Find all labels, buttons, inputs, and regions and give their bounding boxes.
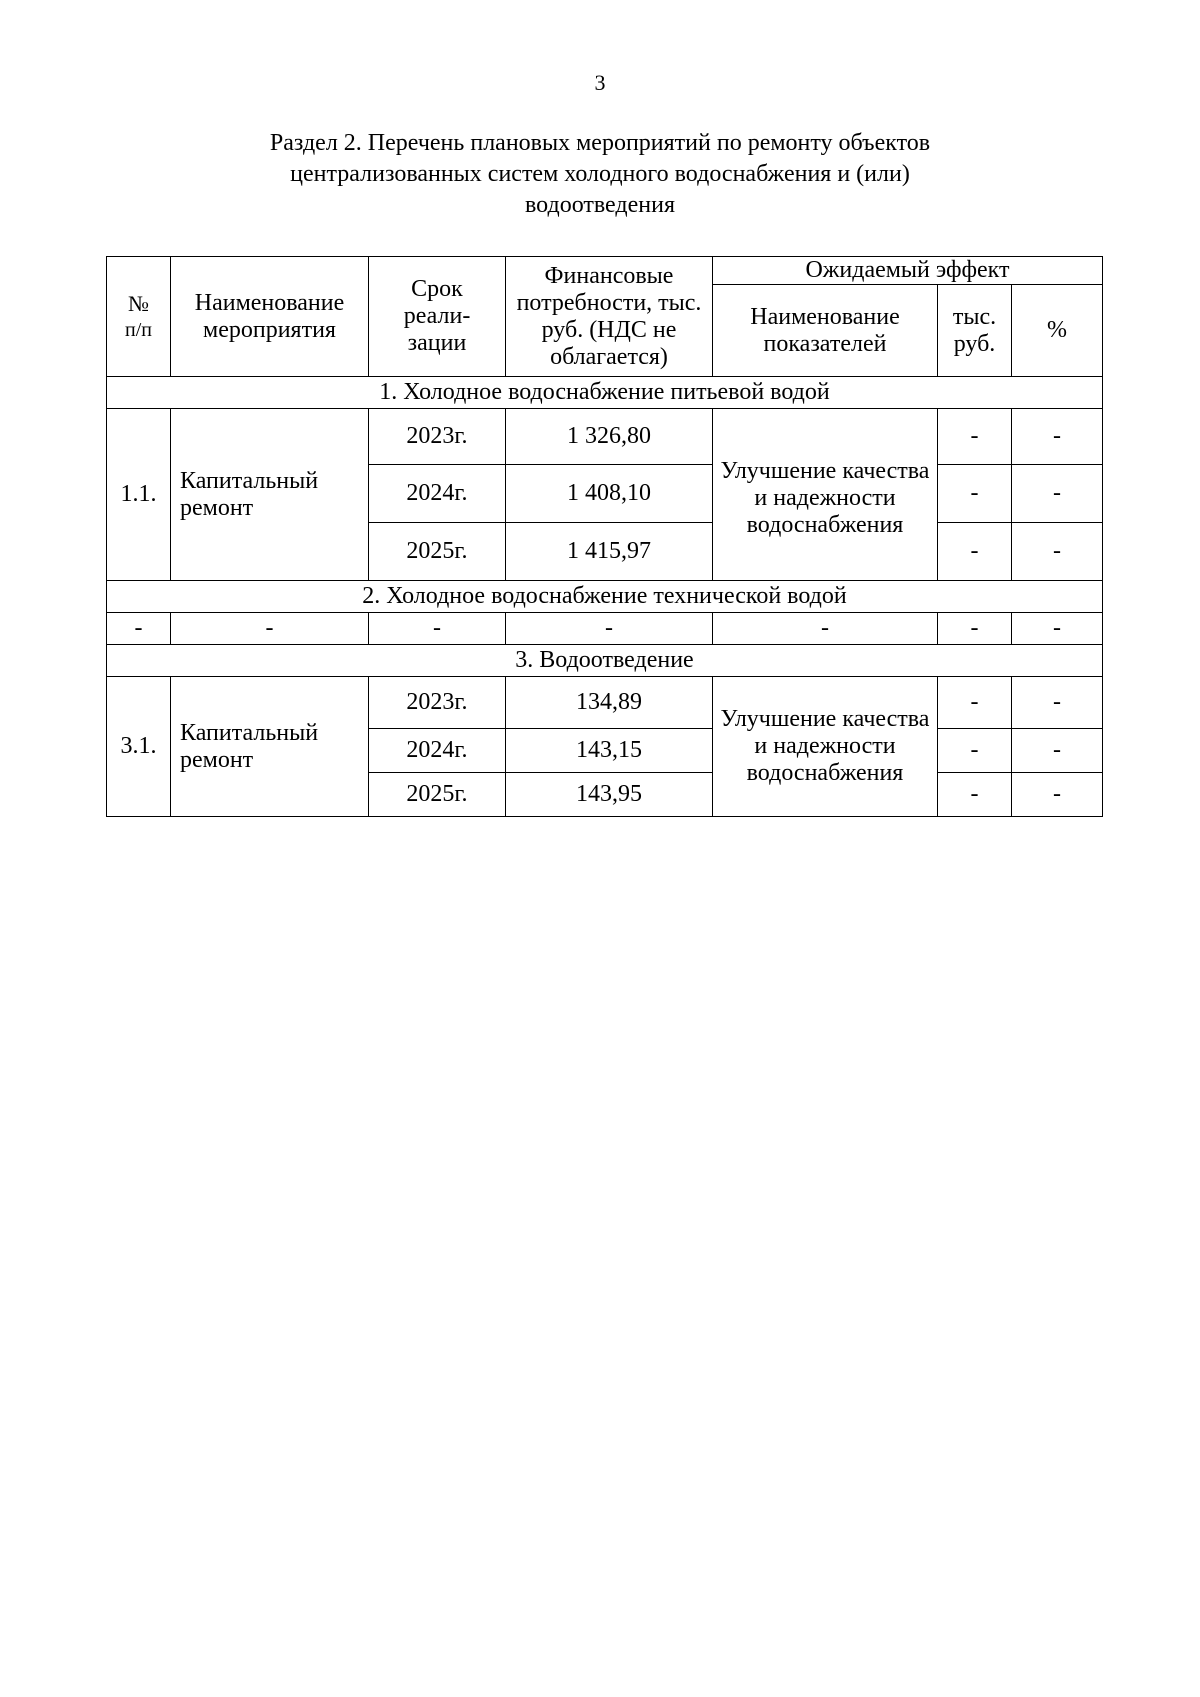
page-number: 3 xyxy=(594,70,606,95)
blank-cell: - xyxy=(107,613,171,645)
pct-cell: - xyxy=(1012,465,1103,523)
rub-cell: - xyxy=(938,729,1012,773)
header-term: Срок реали-зации xyxy=(369,257,506,377)
header-num xyxy=(107,257,171,377)
pct-cell: - xyxy=(1012,773,1103,817)
year-cell: 2024г. xyxy=(369,465,506,523)
amount-cell: 1 326,80 xyxy=(506,409,713,465)
rub-cell: - xyxy=(938,773,1012,817)
blank-cell: - xyxy=(938,613,1012,645)
effect-text: Улучшение качества и надежности водоснабжения xyxy=(720,458,930,538)
table-row xyxy=(107,677,1103,729)
year-cell: 2025г. xyxy=(369,523,506,581)
section-title-2: 2. Холодное водоснабжение технической водой xyxy=(107,581,1103,613)
section-title-line-1: Раздел 2. Перечень плановых мероприятий по ремонту объектов xyxy=(269,130,931,156)
pct-cell: - xyxy=(1012,409,1103,465)
item-name: Капитальный ремонт xyxy=(171,409,369,581)
header-num-symbol: № xyxy=(128,290,149,316)
header-row xyxy=(107,257,1103,285)
effect-cell xyxy=(713,409,938,581)
item-number: 1.1. xyxy=(107,409,171,581)
table-row xyxy=(107,409,1103,465)
section-title-1: 1. Холодное водоснабжение питьевой водой xyxy=(107,377,1103,409)
pct-cell: - xyxy=(1012,523,1103,581)
section-title-3: 3. Водоотведение xyxy=(107,645,1103,677)
section-row-3 xyxy=(107,645,1103,677)
header-effect: Ожидаемый эффект xyxy=(713,257,1103,285)
header-percent: % xyxy=(1012,285,1103,377)
amount-cell: 1 408,10 xyxy=(506,465,713,523)
item-number: 3.1. xyxy=(107,677,171,817)
year-cell: 2024г. xyxy=(369,729,506,773)
blank-cell: - xyxy=(713,613,938,645)
section-title-line-2: централизованных систем холодного водоснабжения и (или) xyxy=(290,161,910,187)
header-finance: Финансовые потребности, тыс. руб. (НДС не облагается) xyxy=(506,257,713,377)
blank-cell: - xyxy=(1012,613,1103,645)
blank-cell: - xyxy=(171,613,369,645)
item-name: Капитальный ремонт xyxy=(171,677,369,817)
section-title-line-3: водоотведения xyxy=(525,192,675,218)
blank-cell: - xyxy=(369,613,506,645)
header-indicator: Наименование показателей xyxy=(713,285,938,377)
section-row-1 xyxy=(107,377,1103,409)
year-cell: 2023г. xyxy=(369,409,506,465)
pct-cell: - xyxy=(1012,677,1103,729)
header-name: Наименование мероприятия xyxy=(171,257,369,377)
header-thousand-rub: тыс. руб. xyxy=(938,285,1012,377)
table-row xyxy=(107,613,1103,645)
rub-cell: - xyxy=(938,409,1012,465)
effect-text: Улучшение качества и надежности водоснабжения xyxy=(720,706,930,786)
blank-cell: - xyxy=(506,613,713,645)
header-num-abbr: п/п xyxy=(125,318,152,341)
rub-cell: - xyxy=(938,677,1012,729)
year-cell: 2025г. xyxy=(369,773,506,817)
rub-cell: - xyxy=(938,523,1012,581)
pct-cell: - xyxy=(1012,729,1103,773)
section-title xyxy=(180,128,1020,221)
rub-cell: - xyxy=(938,465,1012,523)
plan-table xyxy=(106,256,1103,817)
amount-cell: 143,15 xyxy=(506,729,713,773)
year-cell: 2023г. xyxy=(369,677,506,729)
amount-cell: 134,89 xyxy=(506,677,713,729)
amount-cell: 1 415,97 xyxy=(506,523,713,581)
effect-cell xyxy=(713,677,938,817)
section-row-2 xyxy=(107,581,1103,613)
amount-cell: 143,95 xyxy=(506,773,713,817)
